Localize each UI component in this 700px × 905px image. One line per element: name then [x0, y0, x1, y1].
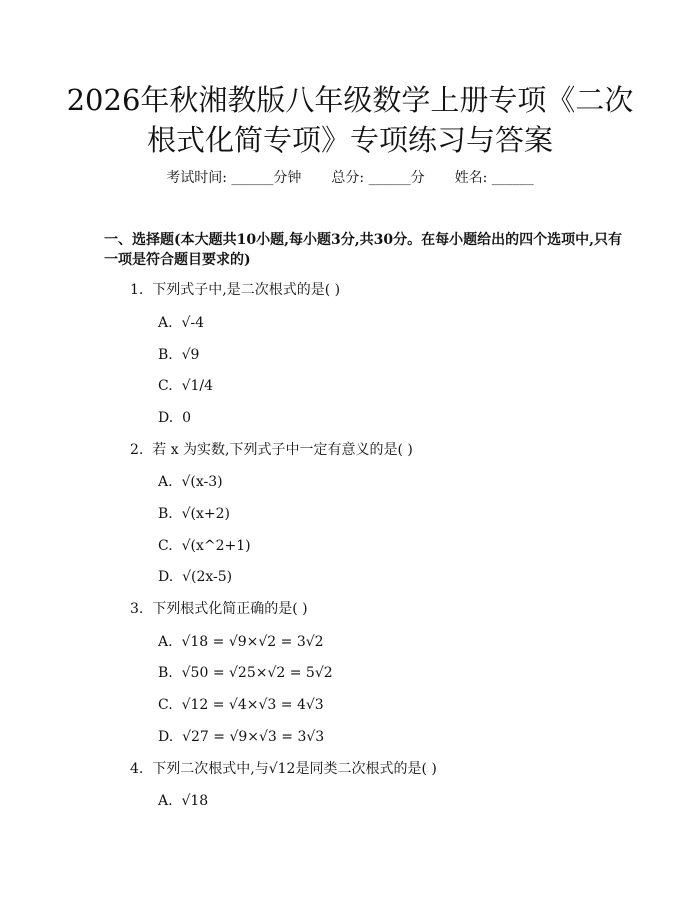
total-score-field: 总分: ______分 — [331, 170, 425, 186]
section-heading-multiple-choice: 一、选择题(本大题共10小题,每小题3分,共30分。在每小题给出的四个选项中,只有一项是符合题目要求的) — [104, 232, 622, 268]
question-2-option-d: D. √(2x-5) — [158, 569, 233, 585]
question-2-option-b: B. √(x+2) — [158, 506, 231, 522]
question-2-option-c: C. √(x^2+1) — [158, 538, 251, 554]
question-1-stem: 1. 下列式子中,是二次根式的是( ) — [130, 282, 341, 298]
question-4-stem: 4. 下列二次根式中,与√12是同类二次根式的是( ) — [130, 761, 437, 777]
question-2-option-a: A. √(x-3) — [158, 474, 223, 490]
question-3-option-c: C. √12 = √4×√3 = 4√3 — [158, 697, 324, 713]
question-1-option-d: D. 0 — [158, 410, 191, 426]
question-1-option-b: B. √9 — [158, 347, 200, 363]
student-name-field: 姓名: ______ — [454, 170, 534, 186]
question-3-option-d: D. √27 = √9×√3 = 3√3 — [158, 729, 325, 745]
exam-time-field: 考试时间: ______分钟 — [166, 170, 302, 186]
question-3-option-a: A. √18 = √9×√2 = 3√2 — [158, 634, 324, 650]
document-title-line-2: 根式化简专项》专项练习与答案 — [146, 123, 553, 157]
question-1-option-c: C. √1/4 — [158, 378, 214, 394]
question-3-option-b: B. √50 = √25×√2 = 5√2 — [158, 665, 333, 681]
question-3-stem: 3. 下列根式化简正确的是( ) — [130, 601, 308, 617]
document-title-line-1: 2026年秋湘教版八年级数学上册专项《二次 — [66, 83, 634, 117]
exam-info-row — [0, 168, 700, 188]
question-2-stem: 2. 若 x 为实数,下列式子中一定有意义的是( ) — [130, 442, 413, 458]
question-4-option-a: A. √18 — [158, 793, 209, 809]
question-1-option-a: A. √-4 — [158, 315, 205, 331]
